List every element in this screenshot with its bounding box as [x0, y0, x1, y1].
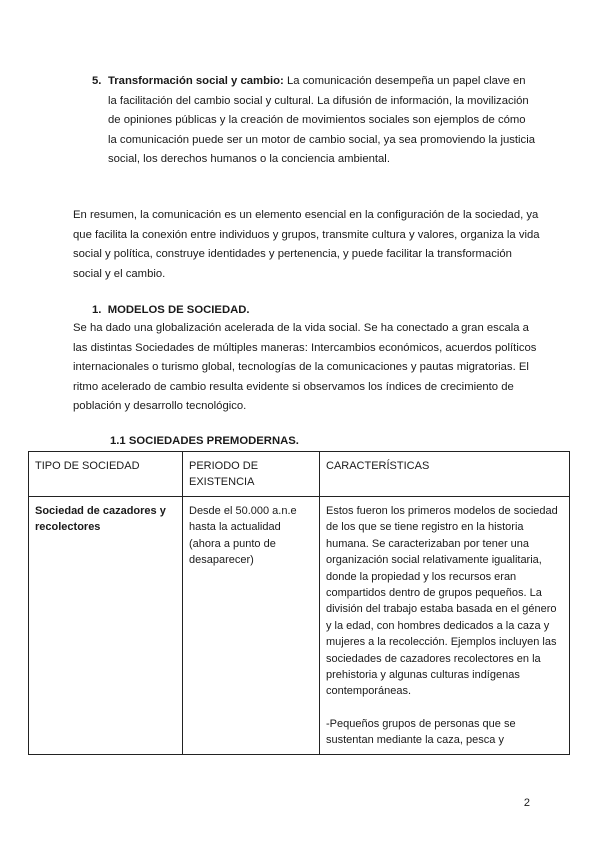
- section-number: 1.: [92, 304, 102, 316]
- characteristics-list-item: -Pequeños grupos de personas que se sustentan mediante la caza, pesca y: [326, 717, 516, 747]
- cell-period: Desde el 50.000 a.n.e hasta la actualidad (ahora a punto de desaparecer): [183, 497, 320, 755]
- list-item-text: [108, 72, 537, 170]
- page-number: 2: [523, 797, 530, 809]
- subsection-heading: 1.1 SOCIEDADES PREMODERNAS.: [110, 435, 299, 447]
- section-heading: [92, 301, 250, 319]
- section-body: Se ha dado una globalización acelerada de la vida social. Se ha conectado a gran escala a las distintas Sociedades de múltiples maneras: Intercambios económicos, acuerdos políticos internacionales o turismo global, tecnologías de la comunicaciones y pautas migratorias. El ritmo acelerado de cambio resulta evidente si observamos los índices de crecimiento de población y desarrollo tecnológico.: [73, 322, 537, 413]
- list-item-number: 5.: [92, 75, 102, 87]
- list-item-body: La comunicación desempeña un papel clave en la facilitación del cambio social y cultural. La difusión de información, la movilización de opiniones públicas y la creación de movimientos sociales son ejemplos de cómo la comunicación puede ser un motor de cambio social, ya sea promoviendo la justicia social, los derechos humanos o la conciencia ambiental.: [108, 75, 535, 166]
- list-item-5: [92, 72, 537, 170]
- characteristics-paragraph: Estos fueron los primeros modelos de sociedad de los que se tiene registro en la historia humana. Se caracterizaban por tener una organización social relativamente igualitaria, donde la propiedad y los recursos eran compartidos dentro de grupos pequeños. La división del trabajo estaba basada en el género y la edad, con hombres dedicados a la caza y mujeres a la recolección. Ejemplos incluyen las sociedades de cazadores recolectores en la prehistoria y algunas culturas indígenas contemporáneas.: [326, 505, 558, 698]
- list-item-title: Transformación social y cambio:: [108, 75, 284, 87]
- header-caracteristicas: CARACTERÍSTICAS: [320, 452, 570, 497]
- societies-table: [28, 451, 570, 755]
- cell-type: Sociedad de cazadores y recolectores: [29, 497, 183, 755]
- header-periodo: PERIODO DE EXISTENCIA: [183, 452, 320, 497]
- table-row: [29, 497, 570, 755]
- section-title: MODELOS DE SOCIEDAD.: [107, 304, 250, 316]
- cell-characteristics: [320, 497, 570, 755]
- table-header-row: [29, 452, 570, 497]
- header-tipo: TIPO DE SOCIEDAD: [29, 452, 183, 497]
- summary-paragraph: En resumen, la comunicación es un elemento esencial en la configuración de la sociedad, ya que facilita la conexión entre individuos y grupos, transmite cultura y valores, organiza la vida social y política, construye identidades y pertenencia, y puede facilitar la transformación social y el cambio.: [73, 209, 540, 280]
